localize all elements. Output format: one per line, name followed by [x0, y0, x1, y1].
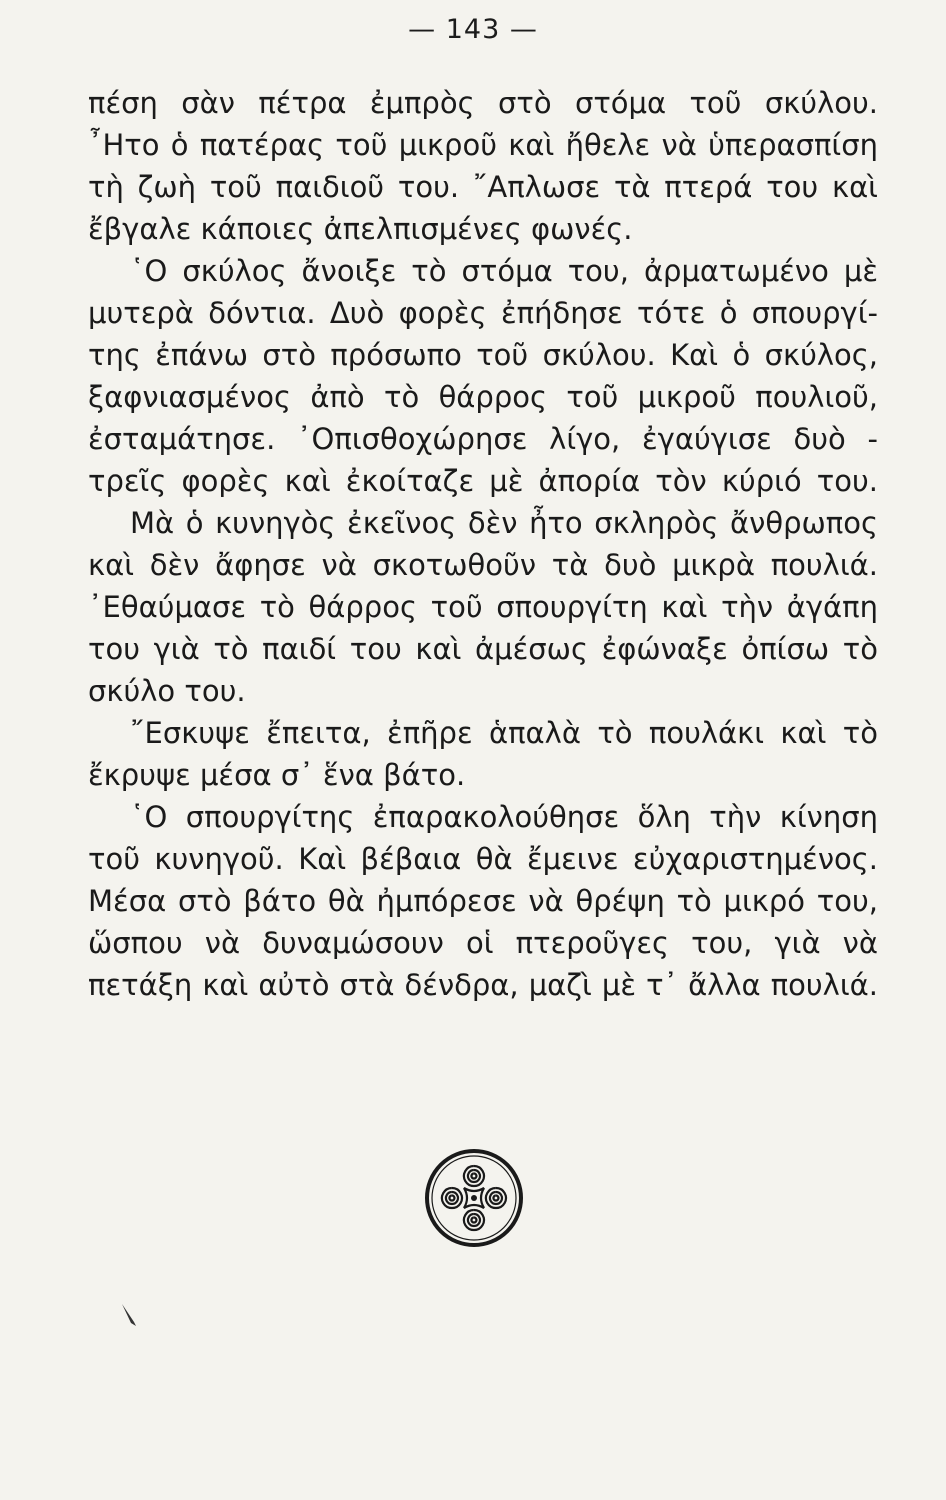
text-line: μυτερὰ δόντια. Δυὸ φορὲς ἐπήδησε τότε ὁ σπουργί-: [88, 296, 878, 330]
text-line: του γιὰ τὸ παιδί του καὶ ἀμέσως ἐφώναξε ὀπίσω τὸ: [88, 632, 878, 666]
text-line: της ἐπάνω στὸ πρόσωπο τοῦ σκύλου. Καὶ ὁ σκύλος,: [88, 338, 878, 372]
text-line: τρεῖς φορὲς καὶ ἐκοίταζε μὲ ἀπορία τὸν κύριό του.: [88, 464, 878, 498]
text-line: πετάξη καὶ αὐτὸ στὰ δένδρα, μαζὶ μὲ τ᾿ ἄλλα πουλιά.: [88, 968, 878, 1002]
text-line: πέση σὰν πέτρα ἐμπρὸς στὸ στόμα τοῦ σκύλου.: [88, 86, 878, 120]
text-line: τὴ ζωὴ τοῦ παιδιοῦ του. ῎Απλωσε τὰ πτερά του καὶ: [88, 170, 878, 204]
page-number: — 143 —: [408, 14, 538, 45]
text-line: καὶ δὲν ἄφησε νὰ σκοτωθοῦν τὰ δυὸ μικρὰ πουλιά.: [88, 548, 878, 582]
text-line: σκύλο του.: [88, 674, 246, 708]
text-line: ῾Ο σπουργίτης ἐπαρακολούθησε ὅλη τὴν κίνηση: [130, 800, 878, 834]
text-line: ῾Ο σκύλος ἄνοιξε τὸ στόμα του, ἀρματωμένο μὲ: [130, 254, 878, 288]
body-text: [88, 82, 878, 1006]
text-line: Μὰ ὁ κυνηγὸς ἐκεῖνος δὲν ἦτο σκληρὸς ἄνθρωπος: [130, 506, 878, 540]
text-line: ῎Εσκυψε ἔπειτα, ἐπῆρε ἁπαλὰ τὸ πουλάκι καὶ τὸ: [130, 716, 878, 750]
spiral-rosette-icon: [424, 1148, 524, 1248]
text-line: ᾿Εθαύμασε τὸ θάρρος τοῦ σπουργίτη καὶ τὴν ἀγάπη: [88, 590, 878, 624]
text-line: ὥσπου νὰ δυναμώσουν οἱ πτεροῦγες του, γιὰ νὰ: [88, 926, 878, 960]
ink-speck-icon: [120, 1302, 138, 1328]
text-line: ἔβγαλε κάποιες ἀπελπισμένες φωνές.: [88, 212, 633, 246]
text-line: ἐσταμάτησε. ᾿Οπισθοχώρησε λίγο, ἐγαύγισε δυὸ -: [88, 422, 878, 456]
text-line: Μέσα στὸ βάτο θὰ ἠμπόρεσε νὰ θρέψη τὸ μικρό του,: [88, 884, 878, 918]
text-line: τοῦ κυνηγοῦ. Καὶ βέβαια θὰ ἔμεινε εὐχαριστημένος.: [88, 842, 878, 876]
text-line: ῏Ητο ὁ πατέρας τοῦ μικροῦ καὶ ἤθελε νὰ ὑπερασπίση: [88, 128, 878, 162]
text-line: ξαφνιασμένος ἀπὸ τὸ θάρρος τοῦ μικροῦ πουλιοῦ,: [88, 380, 878, 414]
text-line: ἔκρυψε μέσα σ᾿ ἕνα βάτο.: [88, 758, 466, 792]
